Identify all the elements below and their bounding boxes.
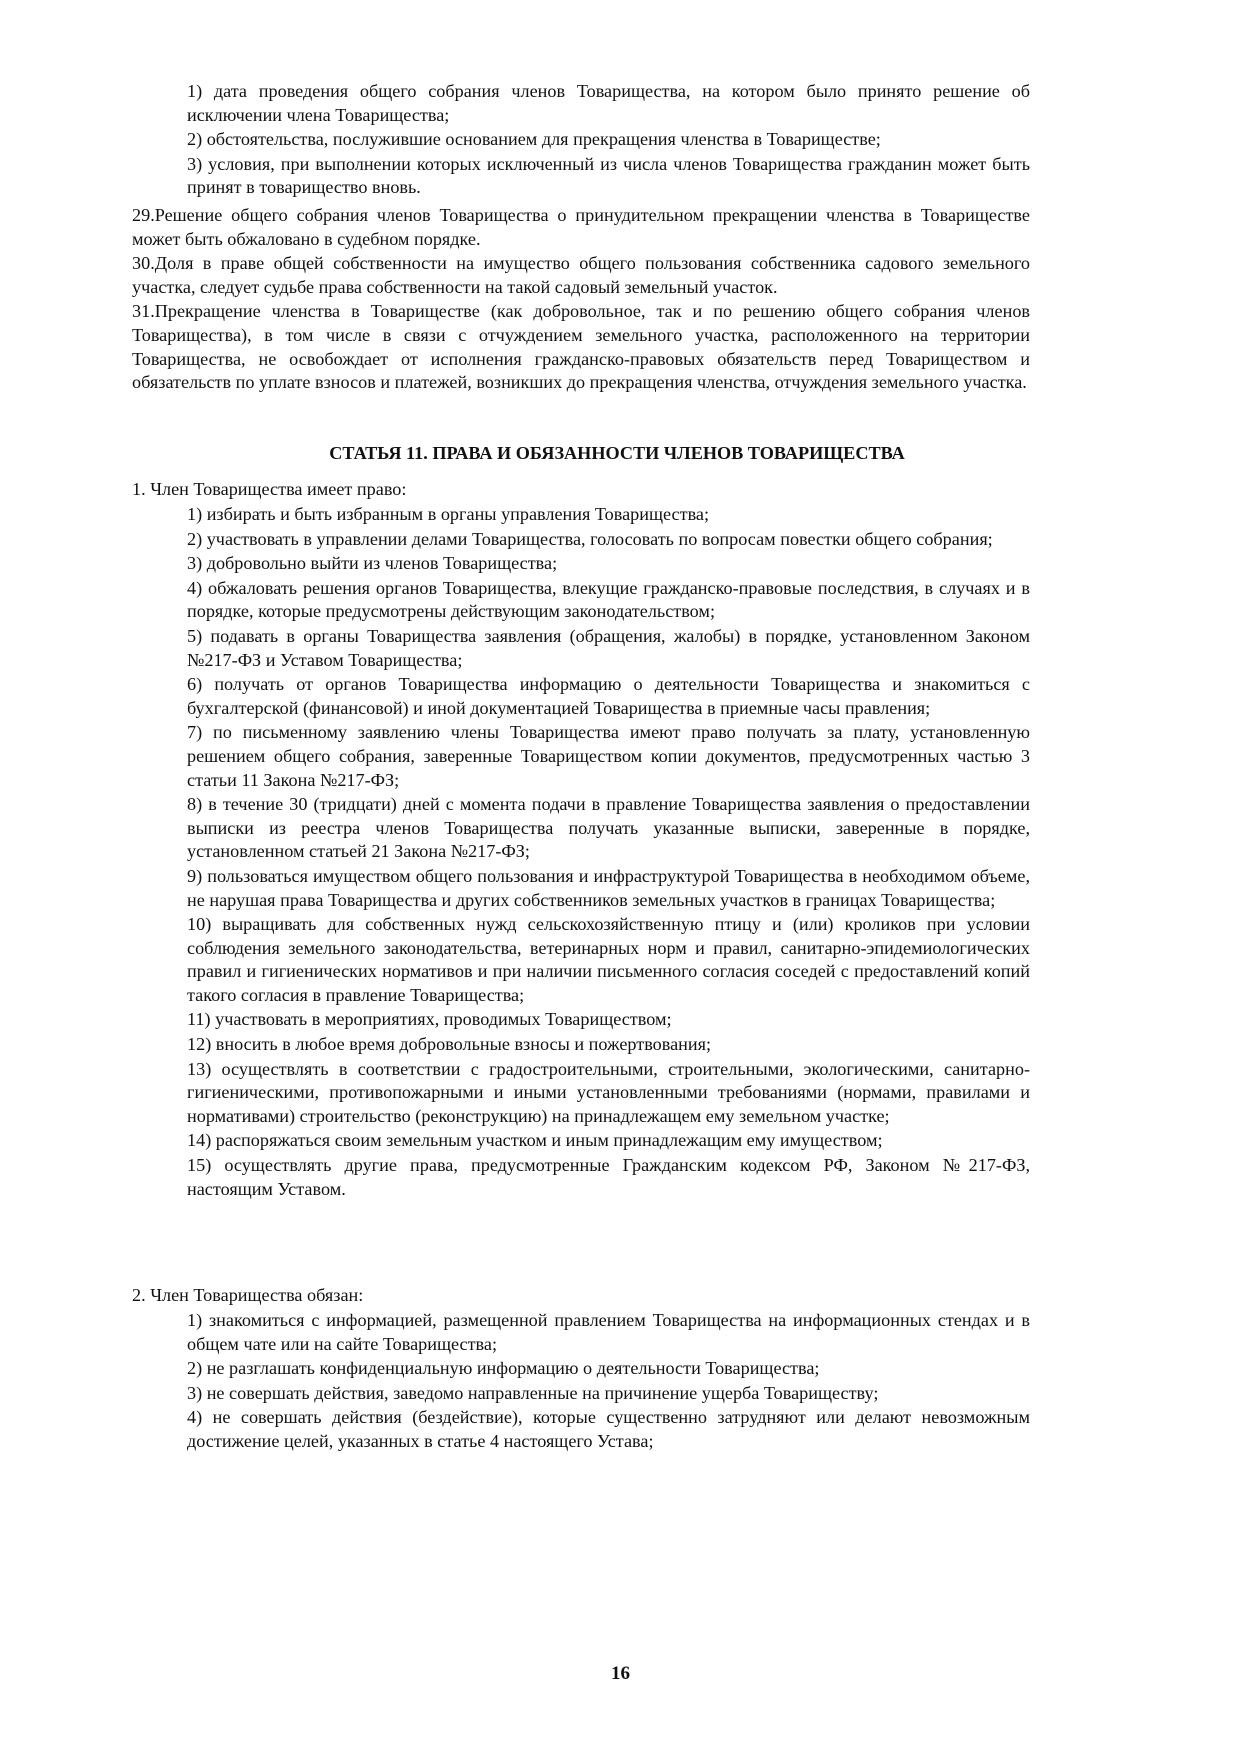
rights-item: 9) пользоваться имуществом общего пользования и инфраструктурой Товарищества в необходимом объеме, не нарушая права Товарищества и других собственников земельных участков в границах Товарищества; [187, 865, 1030, 910]
rights-item: 12) вносить в любое время добровольные взносы и пожертвования; [187, 1034, 712, 1055]
exclusion-item: 2) обстоятельства, послужившие основанием для прекращения членства в Товариществе; [187, 129, 881, 150]
rights-item: 5) подавать в органы Товарищества заявления (обращения, жалобы) в порядке, установленном Законом №217-ФЗ и Уставом Товарищества; [187, 625, 1030, 670]
rights-item: 13) осуществлять в соответствии с градостроительными, строительными, экологическими, санитарно-гигиеническими, противопожарными и иными установленными требованиями (нормами, правилами и нормативами) строительство (реконструкцию) на принадлежащем ему земельном участке; [187, 1058, 1030, 1126]
rights-item: 7) по письменному заявлению члены Товарищества имеют право получать за плату, установленную решением общего собрания, заверенные Товариществом копии документов, предусмотренных частью 3 статьи 11 Закона №217-ФЗ; [187, 722, 1030, 790]
exclusion-items [187, 80, 1030, 200]
rights-item: 1) избирать и быть избранным в органы управления Товарищества; [187, 504, 710, 524]
rights-item: 2) участвовать в управлении делами Товарищества, голосовать по вопросам повестки общего собрания; [187, 528, 993, 549]
rights-item: 10) выращивать для собственных нужд сельскохозяйственную птицу и (или) кроликов при условии соблюдения земельного законодательства, ветеринарных норм и правил, санитарно-эпидемиологических правил и гигиенических нормативов и при наличии письменного согласия соседей с предоставлений копий такого согласия в правление Товарищества; [187, 914, 1030, 1005]
duties-item: 1) знакомиться с информацией, размещенной правлением Товарищества на информационных стендах и в общем чате или на сайте Товарищества; [187, 1310, 1030, 1354]
rights-item: 11) участвовать в мероприятиях, проводимых Товариществом; [187, 1009, 672, 1030]
duties-item: 4) не совершать действия (бездействие), которые существенно затрудняют или делают невозможным достижение целей, указанных в статье 4 настоящего Устава; [187, 1407, 1030, 1451]
duties-title: 2. Член Товарищества обязан: [132, 1285, 364, 1305]
clause-30: 30.Доля в праве общей собственности на имущество общего пользования собственника садового земельного участка, следует судьбе права собственности на такой садовый земельный участок. [132, 253, 1030, 297]
exclusion-item: 1) дата проведения общего собрания членов Товарищества, на котором было принято решение об исключении члена Товарищества; [187, 81, 1030, 125]
duties-item: 2) не разглашать конфиденциальную информацию о деятельности Товарищества; [187, 1358, 820, 1379]
rights-item: 15) осуществлять другие права, предусмотренные Гражданским кодексом РФ, Законом №217-ФЗ, настоящим Уставом. [187, 1155, 1030, 1199]
rights-title: 1. Член Товарищества имеет право: [132, 479, 407, 499]
rights-item: 4) обжаловать решения органов Товарищества, влекущие гражданско-правовые последствия, в случаях и в порядке, которые предусмотрены действующим законодательством; [187, 577, 1030, 622]
rights-item: 14) распоряжаться своим земельным участком и иным принадлежащим ему имуществом; [187, 1130, 883, 1151]
clause-31: 31.Прекращение членства в Товариществе (как добровольное, так и по решению общего собрания членов Товарищества), в том числе в связи с отчуждением земельного участка, расположенного на территории Товарищества, не освобождает от исполнения гражданско-правовых обязательств перед Товариществом и обязательств по уплате взносов и платежей, возникших до прекращения членства, отчуждения земельного участка. [132, 301, 1030, 393]
rights-item: 3) добровольно выйти из членов Товарищества; [187, 553, 558, 574]
page-number: 16 [611, 1663, 630, 1684]
clause-29: 29.Решение общего собрания членов Товарищества о принудительном прекращении членства в Товариществе может быть обжаловано в судебном порядке. [132, 205, 1030, 249]
duties-list [187, 1309, 1030, 1454]
article-heading: СТАТЬЯ 11. ПРАВА И ОБЯЗАННОСТИ ЧЛЕНОВ ТОВАРИЩЕСТВА [329, 443, 905, 463]
rights-item: 6) получать от органов Товарищества информацию о деятельности Товарищества и знакомиться с бухгалтерской (финансовой) и иной документацией Товарищества в приемные часы правления; [187, 674, 1030, 718]
duties-item: 3) не совершать действия, заведомо направленные на причинение ущерба Товариществу; [187, 1382, 879, 1403]
exclusion-item: 3) условия, при выполнении которых исключенный из числа членов Товарищества гражданин может быть принят в товарищество вновь. [187, 153, 1030, 198]
rights-item: 8) в течение 30 (тридцати) дней с момента подачи в правление Товарищества заявления о предоставлении выписки из реестра членов Товарищества получать указанные выписки, заверенные в порядке, установленном статьей 21 Закона №217-ФЗ; [187, 794, 1030, 862]
rights-list [187, 503, 1030, 1201]
clauses [132, 204, 1030, 395]
